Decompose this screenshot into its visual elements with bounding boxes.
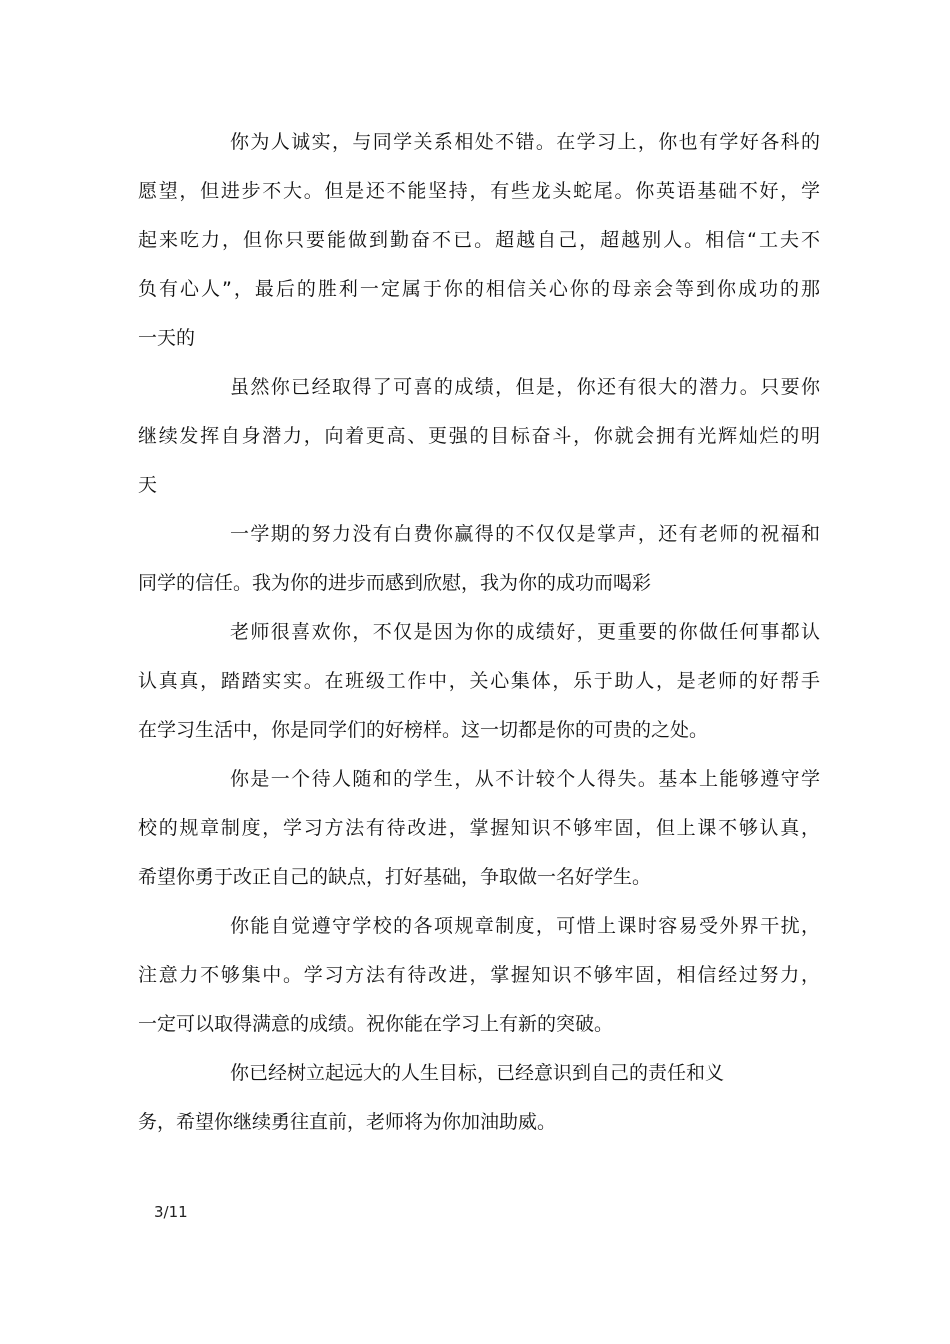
paragraph-4 bbox=[138, 608, 820, 755]
paragraph-7 bbox=[138, 1049, 820, 1147]
text-line: 在学习生活中，你是同学们的好榜样。这一切都是你的可贵的之处。 bbox=[138, 719, 709, 741]
text-line: 一天的 bbox=[138, 327, 196, 349]
paragraph-2 bbox=[138, 363, 820, 510]
document-body bbox=[138, 118, 820, 1147]
text-line: 希望你勇于改正自己的缺点，打好基础，争取做一名好学生。 bbox=[138, 866, 652, 888]
text-line: 注意力不够集中。学习方法有待改进，掌握知识不够牢固，相信经过努力， bbox=[138, 964, 820, 986]
text-line: 你能自觉遵守学校的各项规章制度，可惜上课时容易受外界干扰， bbox=[230, 915, 820, 937]
text-line: 你是一个待人随和的学生，从不计较个人得失。基本上能够遵守学 bbox=[230, 768, 820, 790]
text-line: 你已经树立起远大的人生目标，已经意识到自己的责任和义 bbox=[230, 1062, 725, 1084]
text-line: 天 bbox=[138, 474, 158, 496]
text-line: 你为人诚实，与同学关系相处不错。在学习上，你也有学好各科的 bbox=[230, 131, 820, 153]
paragraph-3 bbox=[138, 510, 820, 608]
text-line: 一学期的努力没有白费你赢得的不仅仅是掌声，还有老师的祝福和 bbox=[230, 523, 820, 545]
text-line: 继续发挥自身潜力，向着更高、更强的目标奋斗，你就会拥有光辉灿烂的明 bbox=[138, 425, 820, 447]
text-line: 一定可以取得满意的成绩。祝你能在学习上有新的突破。 bbox=[138, 1013, 614, 1035]
text-line: 同学的信任。我为你的进步而感到欣慰，我为你的成功而喝彩 bbox=[138, 572, 652, 594]
page-number: 3/11 bbox=[154, 1203, 188, 1221]
text-line: 负有心人”，最后的胜利一定属于你的相信关心你的母亲会等到你成功的那 bbox=[138, 278, 820, 300]
paragraph-6 bbox=[138, 902, 820, 1049]
text-line: 起来吃力，但你只要能做到勤奋不已。超越自己，超越别人。相信“工夫不 bbox=[138, 229, 820, 251]
paragraph-5 bbox=[138, 755, 820, 902]
paragraph-1 bbox=[138, 118, 820, 363]
text-line: 校的规章制度，学习方法有待改进，掌握知识不够牢固，但上课不够认真， bbox=[138, 817, 820, 839]
text-line: 愿望，但进步不大。但是还不能坚持，有些龙头蛇尾。你英语基础不好，学 bbox=[138, 180, 820, 202]
text-line: 务，希望你继续勇往直前，老师将为你加油助威。 bbox=[138, 1111, 557, 1133]
text-line: 虽然你已经取得了可喜的成绩，但是，你还有很大的潜力。只要你 bbox=[230, 376, 820, 398]
text-line: 老师很喜欢你，不仅是因为你的成绩好，更重要的你做任何事都认 bbox=[230, 621, 820, 643]
text-line: 认真真，踏踏实实。在班级工作中，关心集体，乐于助人，是老师的好帮手 bbox=[138, 670, 820, 692]
